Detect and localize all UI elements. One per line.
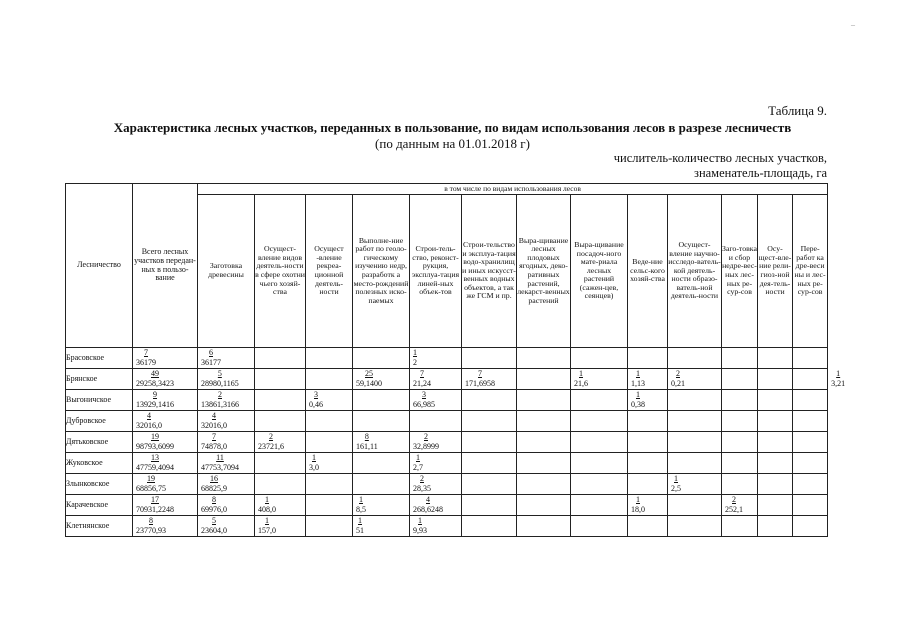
plot-count: 2 [218,390,222,399]
forestry-name: Дятьковское [66,432,133,453]
fraction-value [410,369,431,389]
table-cell [133,411,198,432]
header-total: Всего лесных участков передан-ных в пользо-вание [133,184,198,348]
table-cell [255,516,306,537]
table-cell [353,348,410,369]
table-cell [628,495,668,516]
table-cell [722,516,758,537]
table-row [66,453,828,474]
table-cell [571,453,628,474]
table-cell [758,474,793,495]
plot-count: 1 [579,369,583,378]
table-cell [306,495,353,516]
table-cell [793,516,828,537]
fraction-value [133,453,174,473]
plot-area: 68825,9 [201,484,227,493]
table-cell [668,516,722,537]
plot-area: 32016,0 [136,421,162,430]
plot-area: 29258,3423 [136,379,174,388]
header-religious: Осу-щест-вле-ние рели-гиоз-ной дея-тель-ности [758,195,793,348]
header-linear-objects: Строи-тель-ство, реконст-рукция, эксплуа-тация линей-ных объек-тов [410,195,462,348]
plot-area: 2 [413,358,417,367]
fraction-value [410,348,417,368]
table-row [66,411,828,432]
plot-count: 2 [269,432,273,441]
corner-mark: – [851,20,855,29]
plot-count: 4 [212,411,216,420]
header-agriculture: Веде-ние сельс-кого хозяй-ства [628,195,668,348]
table-cell [306,369,353,390]
fraction-value [668,474,681,494]
table-cell [517,474,571,495]
table-row [66,348,828,369]
fraction-value [198,411,227,431]
forestry-name: Выгоничское [66,390,133,411]
table-cell [668,411,722,432]
table-cell [255,474,306,495]
plot-count: 8 [364,432,369,441]
table-cell [668,432,722,453]
table-cell [517,348,571,369]
plot-count: 5 [212,516,216,525]
table-cell [793,432,828,453]
plot-count: 17 [151,495,159,504]
plot-count: 9 [153,390,157,399]
plot-count: 7 [212,432,216,441]
plot-count: 1 [636,369,640,378]
plot-area: 47759,4094 [136,463,174,472]
units-note-denominator: знаменатель-площадь, га [694,166,827,180]
plot-count: 3 [422,390,426,399]
plot-area: 98793,6099 [136,442,174,451]
plot-area: 157,0 [258,526,276,535]
table-cell [306,411,353,432]
plot-area: 68856,75 [136,484,166,493]
table-cell [571,369,628,390]
table-cell [462,348,517,369]
table-cell [722,390,758,411]
table-cell [628,453,668,474]
table-cell [628,432,668,453]
table-cell [353,474,410,495]
plot-count: 13 [151,453,159,462]
table-cell [628,390,668,411]
fraction-value [410,432,439,452]
fraction-value [628,495,645,515]
table-cell [198,348,255,369]
fraction-value [198,369,239,389]
table-cell [722,369,758,390]
table-cell [758,432,793,453]
plot-area: 161,11 [356,442,378,451]
plot-count: 2 [732,495,736,504]
forestry-name: Клетнянское [66,516,133,537]
table-cell [668,474,722,495]
table-cell [306,390,353,411]
table-cell [668,390,722,411]
plot-area: 23604,0 [201,526,227,535]
table-cell [571,348,628,369]
plot-count: 8 [212,495,216,504]
header-planting-material: Выра-щивание посадоч-ного мате-риала лесных растений (сажен-цев, сеянцев) [571,195,628,348]
table-cell [198,369,255,390]
document-subtitle: (по данным на 01.01.2018 г) [375,136,530,151]
plot-count: 2 [420,474,424,483]
table-cell [571,432,628,453]
table-cell [758,453,793,474]
forestry-name: Дубровское [66,411,133,432]
fraction-value [668,369,685,389]
table-cell [722,453,758,474]
table-cell [722,495,758,516]
table-cell [462,516,517,537]
document-title: Характеристика лесных участков, переданных в пользование, по видам использования лесов в разрезе лесничеств [113,120,792,135]
table-cell [255,369,306,390]
plot-area: 21,24 [413,379,431,388]
header-logging: Заготовка древесины [198,195,255,348]
table-cell [198,432,255,453]
table-cell [758,495,793,516]
fraction-value [628,369,645,389]
table-cell [198,474,255,495]
table-cell [353,432,410,453]
table-cell [410,432,462,453]
fraction-value [571,369,588,389]
table-cell [722,348,758,369]
table-cell [628,411,668,432]
table-cell [198,390,255,411]
table-row [66,495,828,516]
plot-area: 36177 [201,358,221,367]
table-cell [462,432,517,453]
plot-count: 2 [676,369,680,378]
forest-use-table [65,183,846,537]
header-processing: Пере-работ ка дре-веси ны и лес-ных ре-сур-сов [793,195,828,348]
fraction-value [410,516,427,536]
plot-count: 1 [636,495,640,504]
table-cell [793,390,828,411]
table-cell [410,390,462,411]
table-cell [133,495,198,516]
table-cell [133,348,198,369]
table-cell [410,369,462,390]
table-cell [668,495,722,516]
table-cell [462,474,517,495]
table-cell [255,390,306,411]
table-cell [198,453,255,474]
header-reservoirs: Строи-тельство и эксплуа-тация водо-хранилищ и иных искусст-венных водных объектов, а так же ГСМ и пр. [462,195,517,348]
plot-area: 3,21 [831,379,846,388]
header-recreation: Осущест -вление рекреа-ционной деятель-ности [306,195,353,348]
table-cell [410,516,462,537]
units-note-numerator: числитель-количество лесных участков, [613,151,827,165]
header-non-timber: Заго-товка и сбор недре-вес-ных лес-ных ре-сур-сов [722,195,758,348]
table-cell [793,369,828,390]
fraction-value [353,369,382,389]
table-cell [410,411,462,432]
plot-area: 21,6 [574,379,588,388]
table-cell [571,495,628,516]
table-cell [133,474,198,495]
plot-count: 16 [210,474,218,483]
fraction-value [828,369,845,389]
plot-count: 1 [413,348,417,357]
table-cell [306,348,353,369]
plot-area: 18,0 [631,505,645,514]
plot-area: 51 [356,526,364,535]
plot-area: 9,93 [413,526,427,535]
table-row [66,369,828,390]
table-cell [628,516,668,537]
table-row [66,474,828,495]
table-cell [198,516,255,537]
header-hunting: Осущест-вление видов деятель-ности в сфере охотни чьего хозяй-ства [255,195,306,348]
plot-count: 25 [365,369,373,378]
fraction-value [133,432,174,452]
plot-area: 252,1 [725,505,743,514]
fraction-value [198,348,221,368]
table-cell [462,390,517,411]
fraction-value [198,453,239,473]
table-cell [133,390,198,411]
plot-count: 19 [147,474,155,483]
table-cell [793,348,828,369]
plot-count: 1 [359,495,363,504]
table-cell [462,495,517,516]
plot-area: 171,6958 [465,379,495,388]
plot-count: 4 [147,411,151,420]
table-row [66,432,828,453]
plot-area: 8,5 [356,505,366,514]
fraction-value [306,390,323,410]
table-cell [517,369,571,390]
plot-count: 1 [265,495,269,504]
plot-count: 19 [151,432,159,441]
fraction-value [353,495,366,515]
table-cell [462,453,517,474]
plot-area: 13929,1416 [136,400,174,409]
plot-area: 408,0 [258,505,276,514]
fraction-value [198,474,227,494]
fraction-value [353,516,364,536]
header-research: Осущест-вление научно-исследо-ватель-кой деятель-ности образо-ватель-ной деятель-ности [668,195,722,348]
plot-area: 59,1400 [356,379,382,388]
table-cell [462,369,517,390]
plot-count: 4 [426,495,430,504]
table-cell [571,411,628,432]
fraction-value [410,453,423,473]
table-cell [410,348,462,369]
fraction-value [255,432,284,452]
plot-area: 23721,6 [258,442,284,451]
table-cell [517,411,571,432]
table-cell [133,369,198,390]
table-cell [410,453,462,474]
table-cell [517,432,571,453]
plot-area: 0,21 [671,379,685,388]
plot-area: 69976,0 [201,505,227,514]
fraction-value [255,495,276,515]
header-geology: Выполне-ние работ по геоло-гическому изучению недр, разработк а место-рождений полезных иско-паемых [353,195,410,348]
plot-area: 2,5 [671,484,681,493]
plot-count: 6 [209,348,213,357]
plot-count: 1 [265,516,269,525]
fraction-value [133,495,174,515]
plot-area: 2,7 [413,463,423,472]
plot-count: 3 [314,390,318,399]
plot-count: 7 [144,348,148,357]
table-cell [198,495,255,516]
table-cell [628,369,668,390]
plot-count: 7 [478,369,482,378]
table-row [66,516,828,537]
plot-area: 66,985 [413,400,435,409]
fraction-value [198,516,227,536]
plot-count: 1 [636,390,640,399]
table-cell [793,411,828,432]
plot-count: 49 [151,369,159,378]
table-cell [255,453,306,474]
table-row [66,390,828,411]
plot-count: 7 [420,369,424,378]
fraction-value [198,432,227,452]
table-cell [306,516,353,537]
table-cell [410,495,462,516]
table-cell [306,474,353,495]
table-cell [517,390,571,411]
table-cell [758,390,793,411]
plot-count: 5 [217,369,222,378]
plot-area: 0,38 [631,400,645,409]
table-cell [517,516,571,537]
table-cell [668,369,722,390]
fraction-value [255,516,276,536]
plot-area: 47753,7094 [201,463,239,472]
table-cell [306,453,353,474]
table-cell [628,474,668,495]
table-cell [758,411,793,432]
fraction-value [462,369,495,389]
fraction-value [133,348,156,368]
plot-area: 70931,2248 [136,505,174,514]
fraction-value [133,516,166,536]
plot-count: 2 [424,432,428,441]
plot-count: 1 [312,453,316,462]
table-cell [255,495,306,516]
table-cell [353,516,410,537]
fraction-value [133,369,174,389]
table-cell [571,474,628,495]
table-cell [628,348,668,369]
plot-area: 23770,93 [136,526,166,535]
table-cell [255,348,306,369]
plot-area: 36179 [136,358,156,367]
table-cell [133,432,198,453]
plot-count: 8 [149,516,153,525]
plot-count: 1 [358,516,362,525]
plot-count: 1 [418,516,422,525]
plot-count: 1 [674,474,678,483]
table-cell [198,411,255,432]
table-number: Таблица 9. [768,103,827,118]
table-cell [353,495,410,516]
fraction-value [410,390,435,410]
table-cell [517,453,571,474]
plot-area: 28980,1165 [201,379,239,388]
table-cell [758,369,793,390]
forestry-name: Жуковское [66,453,133,474]
fraction-value [410,474,431,494]
table-cell [722,474,758,495]
fraction-value [353,432,378,452]
plot-area: 32016,0 [201,421,227,430]
plot-count: 1 [416,453,420,462]
table-cell [517,495,571,516]
table-cell [306,432,353,453]
header-growing-plants: Выра-щивание лесных плодовых ягодных, деко-ративных растений, лекарст-венных растений [517,195,571,348]
plot-area: 1,13 [631,379,645,388]
fraction-value [133,411,162,431]
forestry-name: Брасовское [66,348,133,369]
forestry-name: Карачевское [66,495,133,516]
table-cell [571,516,628,537]
table-cell [793,453,828,474]
table-cell [255,432,306,453]
plot-count: 11 [216,453,224,462]
plot-area: 3,0 [309,463,319,472]
table-cell [668,348,722,369]
table-cell [758,348,793,369]
table-cell [353,411,410,432]
table-cell [462,411,517,432]
header-group-uses: в том числе по видам использования лесов [198,184,828,195]
fraction-value [410,495,443,515]
table-cell [410,474,462,495]
table-cell [793,495,828,516]
table-cell [722,432,758,453]
plot-area: 74878,0 [201,442,227,451]
fraction-value [306,453,319,473]
table-cell [133,453,198,474]
forestry-name: Злынковское [66,474,133,495]
fraction-value [198,495,227,515]
fraction-value [198,390,239,410]
table-cell [255,411,306,432]
fraction-value [628,390,645,410]
fraction-value [133,474,166,494]
plot-area: 32,8999 [413,442,439,451]
table-cell [793,474,828,495]
plot-area: 13861,3166 [201,400,239,409]
plot-count: 1 [836,369,841,378]
fraction-value [722,495,743,515]
table-cell [353,390,410,411]
forestry-name: Брянское [66,369,133,390]
plot-area: 268,6248 [413,505,443,514]
table-cell [353,453,410,474]
fraction-value [133,390,174,410]
table-cell [133,516,198,537]
plot-area: 0,46 [309,400,323,409]
table-cell [353,369,410,390]
header-forestry: Лесничество [66,184,133,348]
table-cell [668,453,722,474]
plot-area: 28,35 [413,484,431,493]
table-cell [758,516,793,537]
table-cell [722,411,758,432]
table-cell [571,390,628,411]
